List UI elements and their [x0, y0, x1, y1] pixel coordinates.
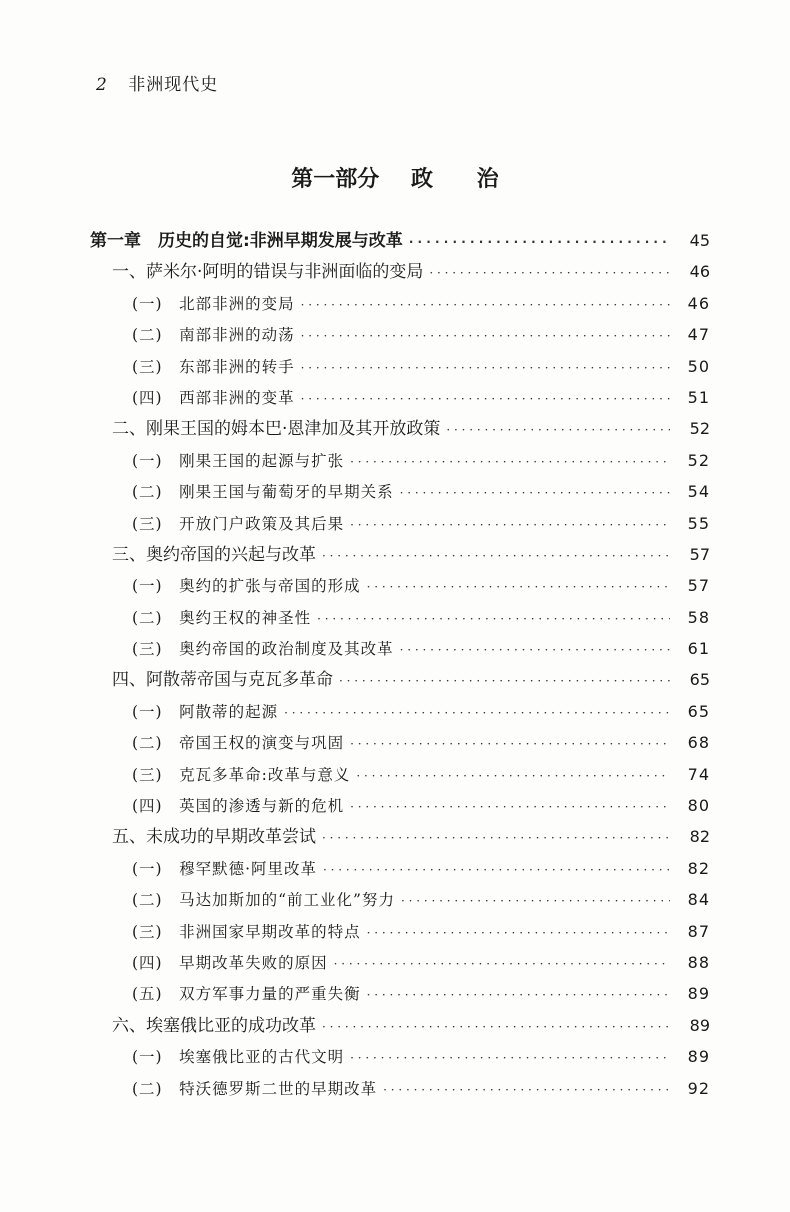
- toc-entry-sub: [90, 508, 710, 539]
- dot-leader: [350, 1042, 670, 1074]
- toc-entry-sub: [90, 727, 710, 758]
- dot-leader: [301, 352, 670, 384]
- toc-entry-page: 55: [687, 513, 710, 533]
- toc-entry-page: 46: [687, 293, 710, 313]
- dot-leader: [334, 948, 670, 980]
- toc-entry-sub: [90, 696, 710, 727]
- dot-leader: [284, 697, 670, 729]
- dot-leader: [401, 885, 670, 917]
- dot-leader: [301, 320, 670, 352]
- toc-entry-page: 68: [687, 733, 710, 753]
- toc-entry-label: (一) 穆罕默德·阿里改革: [132, 859, 318, 878]
- toc-entry-label: (一) 奥约的扩张与帝国的形成: [132, 577, 361, 596]
- dot-leader: [350, 728, 670, 760]
- toc-entry-sub: [90, 382, 710, 413]
- toc-entry-sub: [90, 476, 710, 507]
- toc-entry-label: 一、萨米尔·阿明的错误与非洲面临的变局: [112, 262, 424, 283]
- toc-entry-page: 80: [687, 796, 710, 816]
- toc-entry-section: [90, 256, 710, 287]
- toc-entry-sub: [90, 445, 710, 476]
- toc-entry-page: 58: [687, 607, 710, 627]
- toc-entry-label: (二) 南部非洲的动荡: [132, 326, 295, 345]
- toc-entry-sub: [90, 947, 710, 978]
- toc-entry-page: 92: [687, 1078, 710, 1098]
- toc-entry-label: 第一章 历史的自觉:非洲早期发展与改革: [90, 231, 403, 251]
- toc-entry-label: (二) 帝国王权的演变与巩固: [132, 734, 345, 753]
- dot-leader: [322, 540, 670, 572]
- toc-entry-sub: [90, 759, 710, 790]
- dot-leader: [446, 414, 670, 446]
- toc-entry-label: (五) 双方军事力量的严重失衡: [132, 985, 361, 1004]
- table-of-contents: [90, 225, 710, 1104]
- toc-entry-sub: [90, 916, 710, 947]
- dot-leader: [400, 634, 670, 666]
- toc-entry-sub: [90, 288, 710, 319]
- toc-entry-page: 89: [689, 1015, 710, 1035]
- dot-leader: [301, 383, 670, 415]
- toc-entry-section: [90, 664, 710, 695]
- dot-leader: [356, 760, 670, 792]
- toc-entry-section: [90, 539, 710, 570]
- toc-entry-page: 46: [689, 262, 710, 282]
- toc-entry-label: (二) 奥约王权的神圣性: [132, 608, 312, 627]
- toc-entry-sub: [90, 884, 710, 915]
- toc-entry-label: (三) 开放门户政策及其后果: [132, 514, 345, 533]
- toc-entry-page: 74: [687, 764, 710, 784]
- book-title: 非洲现代史: [128, 75, 219, 95]
- toc-entry-section: [90, 1010, 710, 1041]
- dot-leader: [322, 1011, 670, 1043]
- toc-entry-page: 82: [687, 858, 710, 878]
- toc-entry-section: [90, 821, 710, 852]
- toc-entry-label: (四) 早期改革失败的原因: [132, 953, 328, 972]
- toc-entry-sub: [90, 633, 710, 664]
- dot-leader: [367, 917, 670, 949]
- toc-entry-label: (四) 西部非洲的变革: [132, 388, 295, 407]
- toc-entry-page: 52: [687, 450, 710, 470]
- dot-leader: [322, 822, 670, 854]
- dot-leader: [350, 791, 670, 823]
- toc-entry-page: 57: [689, 544, 710, 564]
- toc-entry-page: 89: [687, 984, 710, 1004]
- toc-entry-label: (四) 英国的渗透与新的危机: [132, 797, 345, 816]
- toc-entry-page: 50: [687, 356, 710, 376]
- dot-leader: [429, 257, 670, 289]
- toc-entry-sub: [90, 602, 710, 633]
- dot-leader: [350, 446, 670, 478]
- part-title-label: 第一部分: [291, 167, 380, 192]
- dot-leader: [409, 226, 670, 258]
- toc-entry-page: 52: [689, 419, 710, 439]
- toc-entry-label: 五、未成功的早期改革尝试: [112, 827, 316, 848]
- dot-leader: [367, 979, 670, 1011]
- toc-entry-label: (三) 克瓦多革命:改革与意义: [132, 765, 351, 784]
- toc-entry-page: 84: [687, 890, 710, 910]
- toc-entry-label: 六、埃塞俄比亚的成功改革: [112, 1015, 316, 1036]
- toc-entry-page: 47: [687, 325, 710, 345]
- toc-entry-label: 三、奥约帝国的兴起与改革: [112, 544, 316, 565]
- toc-entry-page: 82: [689, 827, 710, 847]
- part-title: [0, 162, 790, 193]
- dot-leader: [317, 603, 670, 635]
- dot-leader: [350, 509, 670, 541]
- toc-entry-label: (二) 特沃德罗斯二世的早期改革: [132, 1079, 378, 1098]
- toc-entry-page: 65: [687, 701, 710, 721]
- toc-entry-label: (二) 刚果王国与葡萄牙的早期关系: [132, 483, 394, 502]
- toc-entry-sub: [90, 978, 710, 1009]
- toc-entry-label: (一) 阿散蒂的起源: [132, 702, 279, 721]
- toc-entry-label: (三) 非洲国家早期改革的特点: [132, 922, 361, 941]
- toc-entry-section: [90, 413, 710, 444]
- dot-leader: [367, 571, 670, 603]
- toc-entry-label: (三) 东部非洲的转手: [132, 357, 295, 376]
- toc-entry-chapter: [90, 225, 710, 256]
- toc-entry-page: 61: [687, 639, 710, 659]
- toc-entry-sub: [90, 570, 710, 601]
- toc-entry-sub: [90, 790, 710, 821]
- part-title-word-1: 政: [410, 167, 433, 192]
- toc-entry-label: (一) 埃塞俄比亚的古代文明: [132, 1048, 345, 1067]
- part-title-word-2: 治: [476, 167, 499, 192]
- toc-entry-page: 88: [687, 952, 710, 972]
- toc-entry-sub: [90, 1041, 710, 1072]
- toc-entry-page: 89: [687, 1047, 710, 1067]
- toc-entry-label: 四、阿散蒂帝国与克瓦多革命: [112, 670, 333, 691]
- toc-entry-label: (二) 马达加斯加的“前工业化”努力: [132, 891, 395, 910]
- toc-entry-page: 57: [687, 576, 710, 596]
- dot-leader: [400, 477, 670, 509]
- toc-entry-sub: [90, 319, 710, 350]
- running-head: [96, 70, 218, 95]
- toc-entry-sub: [90, 1073, 710, 1104]
- toc-entry-page: 51: [687, 387, 710, 407]
- dot-leader: [301, 289, 670, 321]
- toc-entry-page: 65: [689, 670, 710, 690]
- dot-leader: [323, 854, 670, 886]
- toc-entry-label: (一) 北部非洲的变局: [132, 294, 295, 313]
- toc-entry-page: 45: [689, 231, 710, 250]
- toc-entry-label: (三) 奥约帝国的政治制度及其改革: [132, 640, 394, 659]
- toc-entry-page: 87: [687, 921, 710, 941]
- toc-entry-label: (一) 刚果王国的起源与扩张: [132, 451, 345, 470]
- toc-entry-label: 二、刚果王国的姆本巴·恩津加及其开放政策: [112, 419, 441, 440]
- toc-entry-sub: [90, 853, 710, 884]
- page-number: 2: [96, 75, 108, 95]
- toc-entry-page: 54: [687, 482, 710, 502]
- dot-leader: [383, 1074, 670, 1106]
- dot-leader: [339, 665, 670, 697]
- toc-entry-sub: [90, 351, 710, 382]
